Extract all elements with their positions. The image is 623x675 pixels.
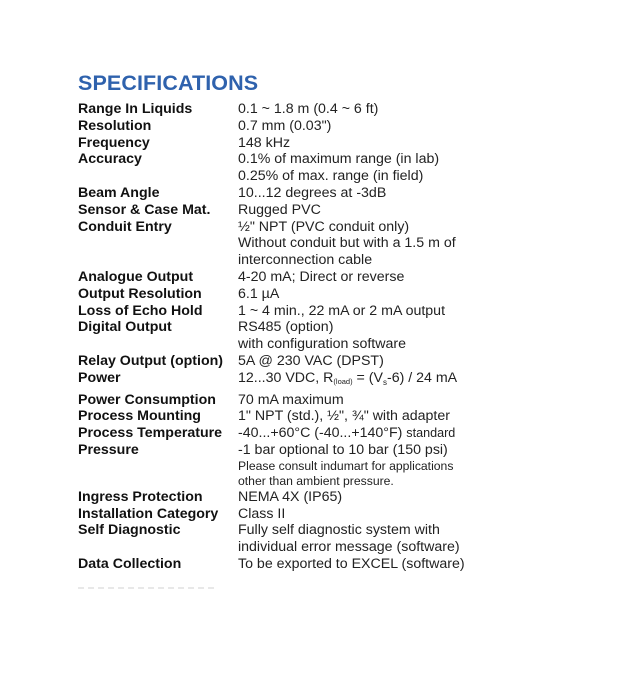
- spec-value: 0.7 mm (0.03"): [238, 117, 332, 134]
- specifications-table: [78, 101, 598, 573]
- spec-value: 6.1 µA: [238, 285, 280, 302]
- spec-row-self-diagnostic: [78, 522, 598, 556]
- spec-label: Resolution: [78, 117, 152, 134]
- spec-row-power: [78, 370, 598, 392]
- supply-subscript: s: [382, 377, 387, 387]
- spec-row-loss-of-echo: [78, 303, 598, 320]
- spec-value: 70 mA maximum: [238, 391, 344, 408]
- spec-value: ½" NPT (PVC conduit only): [238, 218, 410, 235]
- spec-value: Class II: [238, 505, 286, 522]
- spec-label: Range In Liquids: [78, 101, 193, 117]
- spec-row-data-collection: [78, 556, 598, 573]
- spec-value: individual error message (software): [238, 539, 460, 556]
- spec-label: Data Collection: [78, 555, 182, 572]
- spec-label: Pressure: [78, 441, 139, 458]
- spec-value: 148 kHz: [238, 134, 291, 151]
- spec-row-analogue-output: [78, 269, 598, 286]
- spec-note: other than ambient pressure.: [238, 473, 394, 488]
- spec-label: Process Temperature: [78, 425, 223, 442]
- spec-label: Analogue Output: [78, 268, 194, 285]
- spec-value: 12...30 VDC, $R_{(load)} = (V_s-6) / 24$ mA: [238, 369, 458, 387]
- spec-row-process-mounting: [78, 408, 598, 425]
- spec-label: Process Mounting: [78, 408, 201, 425]
- spec-label: Loss of Echo Hold: [78, 302, 203, 319]
- spec-label: Ingress Protection: [78, 488, 203, 505]
- spec-label: Conduit Entry: [78, 218, 172, 235]
- spec-row-relay-output: [78, 353, 598, 370]
- spec-value: RS485 (option): [238, 319, 334, 336]
- spec-value: 10...12 degrees at -3dB: [238, 184, 387, 201]
- spec-value: Fully self diagnostic system with: [238, 522, 440, 539]
- spec-label: Output Resolution: [78, 285, 202, 302]
- spec-label: Sensor & Case Mat.: [78, 201, 211, 218]
- spec-label: Power Consumption: [78, 391, 216, 408]
- spec-value: with configuration software: [238, 336, 406, 353]
- spec-label: Digital Output: [78, 319, 172, 336]
- spec-row-beam-angle: [78, 185, 598, 202]
- faint-divider: [78, 587, 218, 589]
- spec-value: NEMA 4X (IP65): [238, 488, 343, 505]
- spec-label: Self Diagnostic: [78, 522, 181, 539]
- spec-row-power-consumption: [78, 392, 598, 409]
- spec-value: Rugged PVC: [238, 201, 321, 218]
- spec-label: Power: [78, 369, 121, 386]
- spec-value: 5A @ 230 VAC (DPST): [238, 352, 384, 369]
- spec-row-sensor-material: [78, 202, 598, 219]
- spec-value: Without conduit but with a 1.5 m of: [238, 235, 456, 252]
- spec-row-frequency: [78, 135, 598, 152]
- spec-value: -1 bar optional to 10 bar (150 psi): [238, 441, 448, 458]
- spec-value: 1 ~ 4 min., 22 mA or 2 mA output: [238, 302, 446, 319]
- spec-row-conduit-entry: [78, 219, 598, 269]
- spec-row-digital-output: [78, 319, 598, 353]
- spec-row-installation-category: [78, 506, 598, 523]
- spec-row-resolution: [78, 118, 598, 135]
- page-title: SPECIFICATIONS: [78, 71, 259, 95]
- spec-label: Relay Output (option): [78, 352, 224, 369]
- spec-note: Please consult indumart for applications: [238, 458, 454, 473]
- spec-value: 0.25% of max. range (in field): [238, 168, 424, 185]
- spec-value: 0.1% of maximum range (in lab): [238, 151, 440, 168]
- spec-label: Frequency: [78, 134, 150, 151]
- spec-row-range: [78, 101, 598, 118]
- spec-value: -40...+60°C (-40...+140°F) standard: [238, 425, 456, 442]
- spec-label: Beam Angle: [78, 184, 160, 201]
- spec-row-process-temperature: [78, 425, 598, 442]
- spec-row-ingress-protection: [78, 489, 598, 506]
- spec-value: 4-20 mA; Direct or reverse: [238, 268, 405, 285]
- spec-value: 1" NPT (std.), ½", ¾" with adapter: [238, 408, 450, 425]
- spec-row-accuracy: [78, 151, 598, 185]
- spec-label: Accuracy: [78, 151, 142, 168]
- spec-value: interconnection cable: [238, 252, 373, 269]
- spec-row-output-resolution: [78, 286, 598, 303]
- load-subscript: (load): [333, 376, 353, 386]
- spec-value: To be exported to EXCEL (software): [238, 555, 465, 572]
- spec-row-pressure: [78, 442, 598, 489]
- spec-value: 0.1 ~ 1.8 m (0.4 ~ 6 ft): [238, 101, 379, 117]
- spec-label: Installation Category: [78, 505, 219, 522]
